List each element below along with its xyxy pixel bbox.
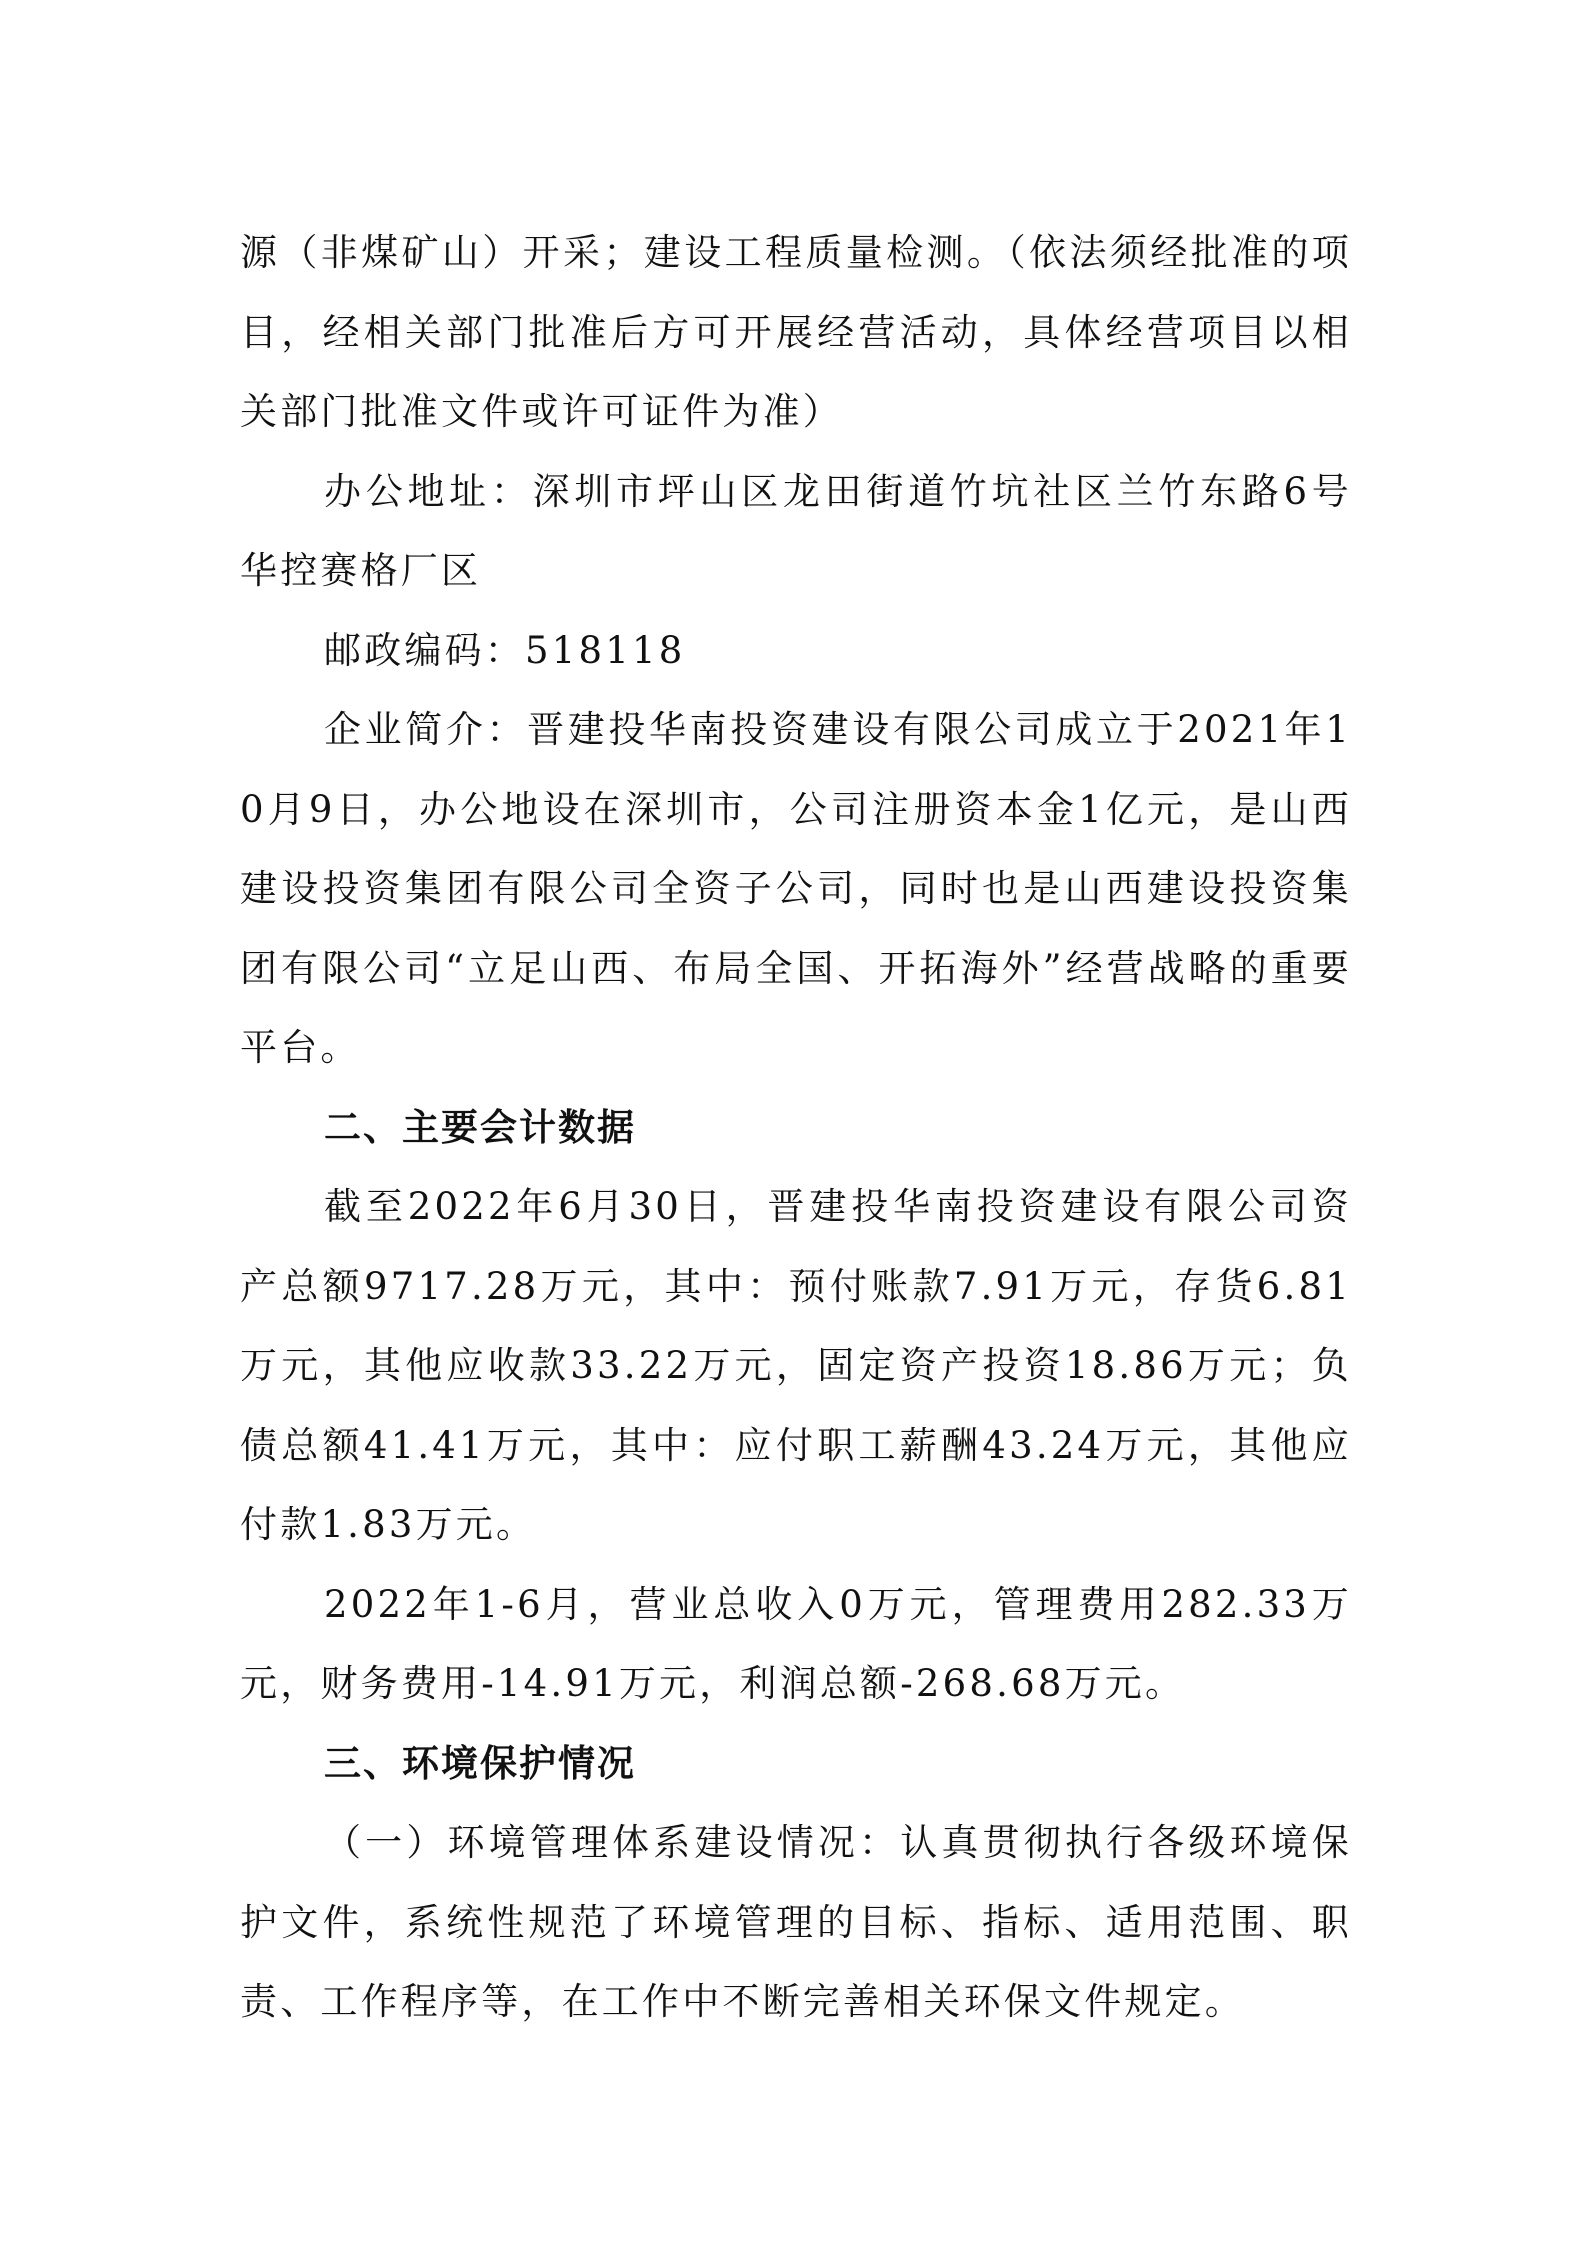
section-heading-accounting-data: 二、主要会计数据 bbox=[324, 1105, 636, 1149]
business-scope-paragraph: 源（非煤矿山）开采；建设工程质量检测。（依法须经批准的项目，经相关部门批准后方可开展经营活动，具体经营项目以相关部门批准文件或许可证件为准） bbox=[240, 231, 1352, 433]
postal-code-paragraph: 邮政编码：518118 bbox=[324, 628, 686, 672]
office-address-paragraph: 办公地址：深圳市坪山区龙田街道竹坑社区兰竹东路6号华控赛格厂区 bbox=[240, 469, 1352, 592]
environment-management-paragraph: （一）环境管理体系建设情况：认真贯彻执行各级环境保护文件，系统性规范了环境管理的目标、指标、适用范围、职责、工作程序等，在工作中不断完善相关环保文件规定。 bbox=[240, 1821, 1352, 2023]
balance-sheet-paragraph: 截至2022年6月30日，晋建投华南投资建设有限公司资产总额9717.28万元，其中：预付账款7.91万元，存货6.81万元，其他应收款33.22万元，固定资产投资18.86万元；负债总额41.41万元，其中：应付职工薪酬43.24万元，其他应付款1.83万元。 bbox=[240, 1185, 1352, 1546]
company-profile-paragraph: 企业简介：晋建投华南投资建设有限公司成立于2021年10月9日，办公地设在深圳市，公司注册资本金1亿元，是山西建设投资集团有限公司全资子公司，同时也是山西建设投资集团有限公司“立足山西、布局全国、开拓海外”经营战略的重要平台。 bbox=[240, 708, 1352, 1069]
income-summary-paragraph: 2022年1-6月，营业总收入0万元，管理费用282.33万元，财务费用-14.91万元，利润总额-268.68万元。 bbox=[240, 1582, 1352, 1705]
document-page bbox=[240, 213, 1352, 2042]
section-heading-environment: 三、环境保护情况 bbox=[324, 1741, 636, 1785]
